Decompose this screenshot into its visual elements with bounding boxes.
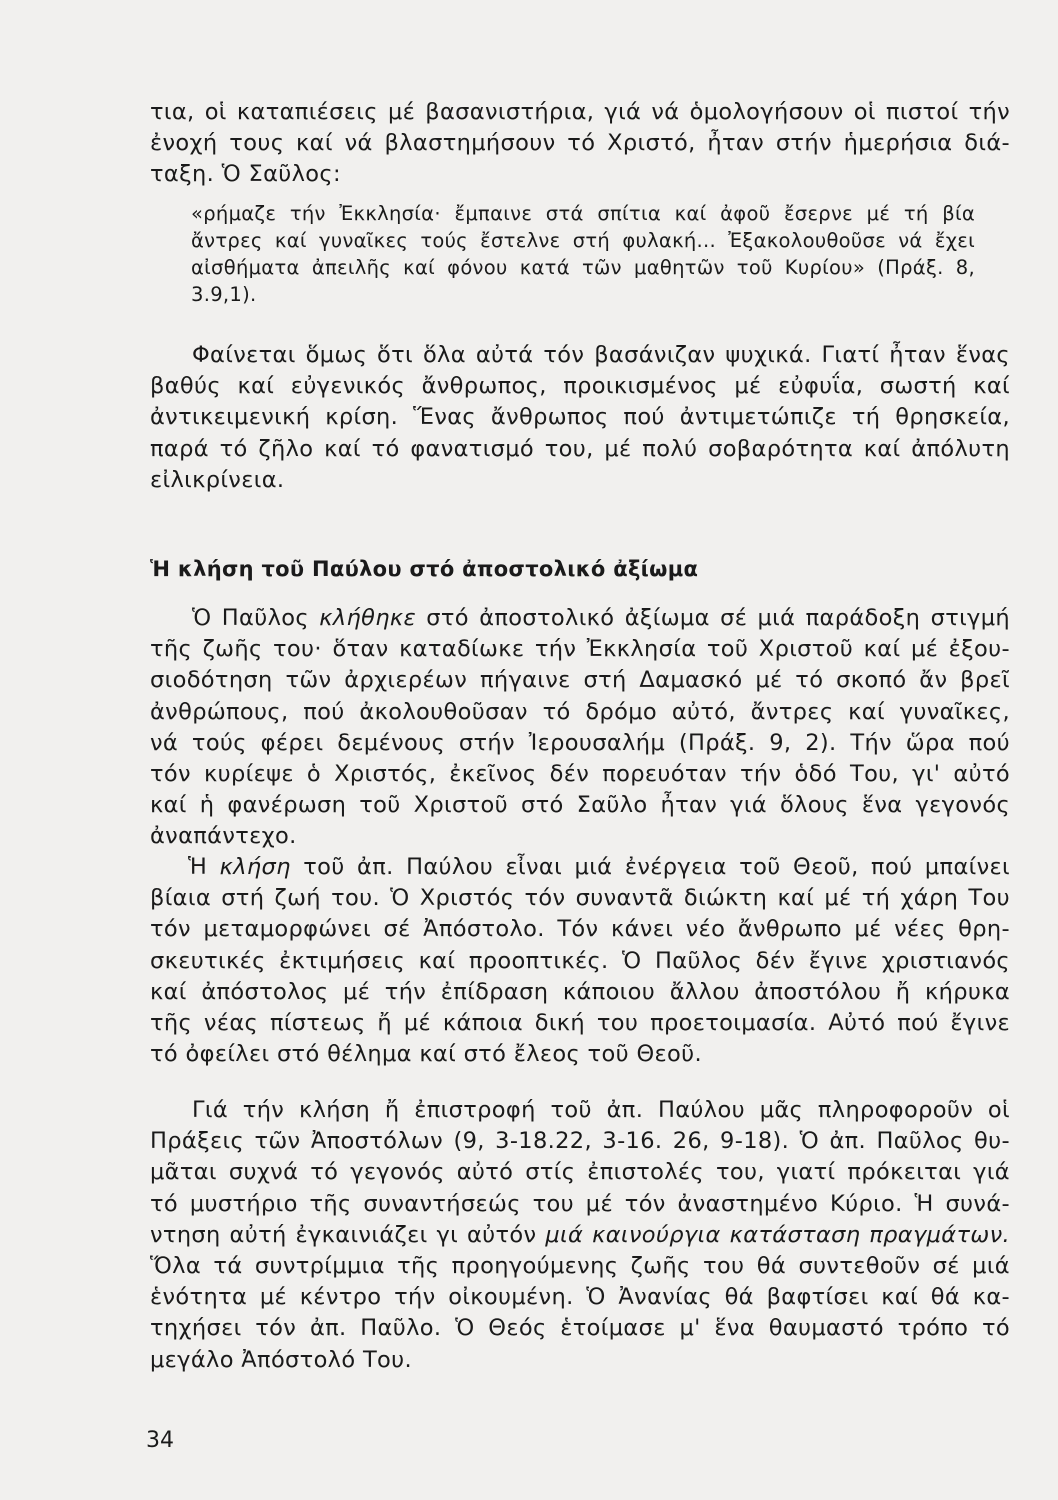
text-line: ἀνθρώπους, πού ἀκολουθοῦσαν τό δρόμο αὐτό, ἄντρες καί γυναῖκες, bbox=[150, 698, 1010, 725]
text-run: Ἡ bbox=[188, 854, 220, 880]
text-line bbox=[150, 1220, 1010, 1251]
text-line: Φαίνεται ὅμως ὅτι ὅλα αὐτά τόν βασάνιζαν ψυχικά. Γιατί ἦταν ἕνας bbox=[192, 342, 1010, 368]
text-line: ἑνότητα μέ κέντρο τήν οἰκουμένη. Ὁ Ἀνανίας θά βαφτίσει καί θά κα- bbox=[150, 1284, 1010, 1311]
text-run: στό ἀποστολικό ἀξίωμα σέ μιά παράδοξη στιγμή bbox=[415, 605, 1010, 631]
quote-line: ἄντρες καί γυναῖκες τούς ἔστελνε στή φυλακή... Ἐξακολουθοῦσε νά ἔχει bbox=[191, 229, 975, 252]
text-run: ντηση αὐτή ἐγκαινιάζει γι αὐτόν bbox=[150, 1221, 546, 1248]
text-run: τοῦ ἀπ. Παύλου εἶναι μιά ἐνέργεια τοῦ Θεοῦ, πού μπαίνει bbox=[290, 854, 1010, 880]
quote-line: 3.9,1). bbox=[191, 283, 257, 306]
text-line: βαθύς καί εὐγενικός ἄνθρωπος, προικισμένος μέ εὐφυΐα, σωστή καί bbox=[150, 373, 1010, 400]
text-line: εἰλικρίνεια. bbox=[150, 466, 285, 493]
text-line bbox=[150, 852, 1010, 883]
text-line: τηχήσει τόν ἀπ. Παῦλο. Ὁ Θεός ἑτοίμασε μ' ἕνα θαυμαστό τρόπο τό bbox=[150, 1315, 1010, 1342]
text-line: ἐνοχή τους καί νά βλαστημήσουν τό Χριστό, ἦταν στήν ἡμερήσια διά- bbox=[150, 130, 1010, 157]
text-line: τό ὀφείλει στό θέλημα καί στό ἔλεος τοῦ Θεοῦ. bbox=[150, 1041, 703, 1068]
text-line: ἀντικειμενική κρίση. Ἕνας ἄνθρωπος πού ἀντιμετώπιζε τή θρησκεία, bbox=[150, 404, 1010, 431]
text-line: μεγάλο Ἀπόστολό Του. bbox=[150, 1346, 413, 1373]
text-line: Γιά τήν κλήση ἤ ἐπιστροφή τοῦ ἀπ. Παύλου μᾶς πληροφοροῦν οἱ bbox=[192, 1097, 1010, 1123]
text-run: Ὁ Παῦλος bbox=[192, 605, 320, 631]
paragraph-klisi bbox=[150, 852, 1010, 1070]
text-line: μᾶται συχνά τό γεγονός αὐτό στίς ἐπιστολές του, γιατί πρόκειται γιά bbox=[150, 1159, 1010, 1186]
paragraph-after-quote bbox=[150, 340, 1010, 496]
text-line: Πράξεις τῶν Ἀποστόλων (9, 3-18.22, 3-16. 26, 9-18). Ὁ ἀπ. Παῦλος θυ- bbox=[150, 1128, 1010, 1155]
text-line: καί ἡ φανέρωση τοῦ Χριστοῦ στό Σαῦλο ἦταν γιά ὅλους ἕνα γεγονός bbox=[150, 792, 1010, 819]
quote-line: «ρήμαζε τήν Ἐκκλησία· ἔμπαινε στά σπίτια καί ἀφοῦ ἔσερνε μέ τή βία bbox=[191, 202, 975, 225]
text-line: τόν μεταμορφώνει σέ Ἀπόστολο. Τόν κάνει νέο ἄνθρωπο μέ νέες θρη- bbox=[150, 916, 1010, 943]
text-line: σιοδότηση τῶν ἀρχιερέων πήγαινε στή Δαμασκό μέ τό σκοπό ἄν βρεῖ bbox=[150, 667, 1010, 694]
text-line: ἀναπάντεχο. bbox=[150, 823, 297, 850]
page-number: 34 bbox=[146, 1428, 174, 1453]
text-line: τῆς νέας πίστεως ἤ μέ κάποια δική του προετοιμασία. Αὐτό πού ἔγινε bbox=[150, 1010, 1010, 1037]
text-line: νά τούς φέρει δεμένους στήν Ἰερουσαλήμ (Πράξ. 9, 2). Τήν ὥρα πού bbox=[150, 729, 1010, 756]
quote-block bbox=[191, 200, 975, 308]
text-line: τῆς ζωῆς του· ὅταν καταδίωκε τήν Ἐκκλησία τοῦ Χριστοῦ καί μέ ἐξου- bbox=[150, 636, 1010, 663]
text-line: Ὅλα τά συντρίμμια τῆς προηγούμενης ζωῆς του θά συντεθοῦν σέ μιά bbox=[150, 1253, 1010, 1280]
emphasis-text: κλήθηκε bbox=[319, 605, 416, 631]
text-line: καί ἀπόστολος μέ τήν ἐπίδραση κάποιου ἄλλου ἀποστόλου ἤ κήρυκα bbox=[150, 978, 1010, 1005]
text-line bbox=[150, 603, 1010, 634]
text-line: σκευτικές ἐκτιμήσεις καί προοπτικές. Ὁ Παῦλος δέν ἔγινε χριστιανός bbox=[150, 947, 1010, 974]
text-line: τό μυστήριο τῆς συναντήσεώς του μέ τόν ἀναστημένο Κύριο. Ἡ συνά- bbox=[150, 1190, 1010, 1217]
paragraph-call bbox=[150, 603, 1010, 853]
emphasis-text: μιά καινούργια κατάσταση πραγμάτων. bbox=[545, 1221, 1010, 1248]
emphasis-text: κλήση bbox=[219, 854, 291, 880]
text-line: ταξη. Ὁ Σαῦλος: bbox=[150, 161, 341, 188]
text-line: παρά τό ζῆλο καί τό φανατισμό του, μέ πολύ σοβαρότητα καί ἀπόλυτη bbox=[150, 435, 1010, 462]
section-heading: Ἡ κλήση τοῦ Παύλου στό ἀποστολικό ἀξίωμα bbox=[150, 557, 699, 581]
paragraph-praxeis bbox=[150, 1095, 1010, 1376]
top-paragraph bbox=[150, 97, 1010, 191]
text-line: τια, οἱ καταπιέσεις μέ βασανιστήρια, γιά νά ὁμολογήσουν οἱ πιστοί τήν bbox=[150, 99, 1010, 125]
text-line: τόν κυρίεψε ὁ Χριστός, ἐκεῖνος δέν πορευόταν τήν ὁδό Του, γι' αὐτό bbox=[150, 761, 1010, 788]
text-line: βίαια στή ζωή του. Ὁ Χριστός τόν συναντᾶ διώκτη καί μέ τή χάρη Του bbox=[150, 885, 1010, 912]
quote-line: αἰσθήματα ἀπειλῆς καί φόνου κατά τῶν μαθητῶν τοῦ Κυρίου» (Πράξ. 8, bbox=[191, 256, 975, 279]
